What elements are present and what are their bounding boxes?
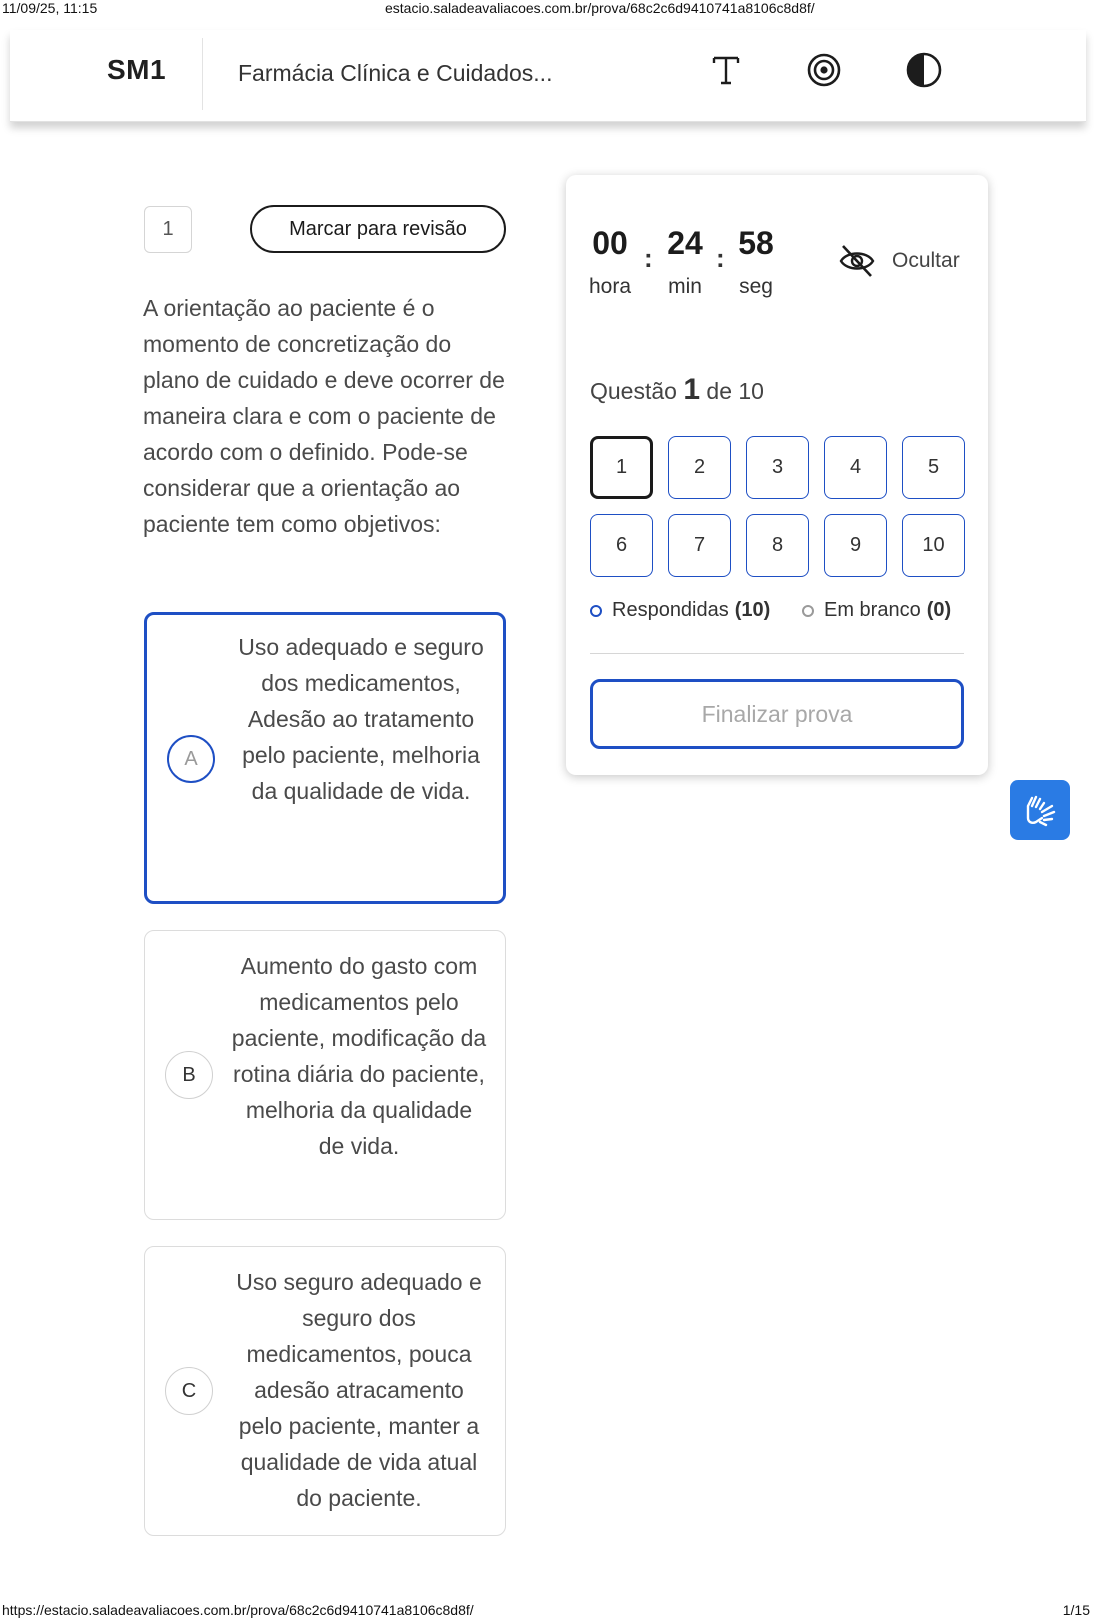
question-nav-button[interactable]: 6	[590, 514, 653, 577]
question-nav-button[interactable]: 4	[824, 436, 887, 499]
libras-accessibility-button[interactable]	[1010, 780, 1070, 840]
timer-colon: :	[716, 243, 725, 273]
timer-hours-label: hora	[588, 275, 632, 298]
option-text: Aumento do gasto com medicamentos pelo paciente, modificação da rotina diária do paciente, melhoria da qualidade de vida.	[231, 953, 487, 1159]
eye-off-icon	[838, 243, 876, 279]
exam-panel	[566, 175, 988, 775]
sign-language-hands-icon	[1022, 792, 1058, 828]
print-datetime: 11/09/25, 11:15	[2, 0, 98, 16]
timer-hours: 00	[592, 225, 628, 261]
answered-label: Respondidas	[612, 599, 729, 621]
question-nav-button[interactable]: 3	[746, 436, 809, 499]
print-footer	[0, 1602, 1094, 1623]
option-text: Uso adequado e seguro dos medicamentos, Adesão ao tratamento pelo paciente, melhoria da qualidade de vida.	[238, 634, 484, 804]
hide-timer-button[interactable]	[838, 243, 960, 279]
question-nav-button[interactable]: 9	[824, 514, 887, 577]
hide-timer-label: Ocultar	[892, 249, 960, 272]
finish-exam-button[interactable]: Finalizar prova	[590, 679, 964, 749]
question-text: A orientação ao paciente é o momento de concretização do plano de cuidado e deve ocorrer de maneira clara e com o paciente de acordo com o definido. Pode-se considerar que a orientação ao paciente tem como objetivos:	[143, 295, 505, 537]
question-number-badge: 1	[144, 206, 192, 253]
option-c[interactable]	[144, 1246, 506, 1536]
timer-minutes-label: min	[668, 275, 702, 298]
panel-divider	[590, 653, 964, 654]
option-text: Uso seguro adequado e seguro dos medicamentos, pouca adesão atracamento pelo paciente, manter a qualidade de vida atual do paciente.	[236, 1269, 482, 1511]
option-a[interactable]	[144, 612, 506, 904]
print-header-url: estacio.saladeavaliacoes.com.br/prova/68c2c6d9410741a8106c8d8f/	[385, 0, 815, 16]
blank-dot-icon	[802, 605, 814, 617]
timer-minutes: 24	[667, 225, 703, 261]
option-letter: B	[165, 1051, 213, 1099]
header-divider	[202, 38, 203, 110]
course-title: Farmácia Clínica e Cuidados...	[238, 60, 553, 86]
text-size-icon[interactable]	[706, 50, 746, 90]
timer-seconds-label: seg	[739, 275, 773, 298]
question-nav-button[interactable]: 8	[746, 514, 809, 577]
print-page-number: 1/15	[1062, 1602, 1090, 1618]
answered-count: (10)	[734, 599, 771, 621]
legend-blank	[802, 599, 951, 622]
option-letter: C	[165, 1367, 213, 1415]
answered-dot-icon	[590, 605, 602, 617]
print-footer-url: https://estacio.saladeavaliacoes.com.br/prova/68c2c6d9410741a8106c8d8f/	[2, 1602, 474, 1618]
contrast-icon[interactable]	[904, 50, 944, 90]
legend-answered	[590, 599, 770, 622]
question-nav-button[interactable]: 10	[902, 514, 965, 577]
question-counter-prefix: Questão	[590, 378, 677, 404]
blank-label: Em branco	[824, 599, 921, 621]
question-nav-button[interactable]: 1	[590, 436, 653, 499]
top-bar	[10, 30, 1086, 122]
logo: SM1	[107, 54, 167, 85]
question-counter	[590, 373, 764, 407]
print-header	[0, 0, 1094, 22]
timer-colon: :	[644, 243, 653, 273]
question-nav-button[interactable]: 7	[668, 514, 731, 577]
timer-seconds: 58	[738, 225, 774, 261]
focus-target-icon[interactable]	[804, 50, 844, 90]
mark-for-review-button[interactable]: Marcar para revisão	[250, 205, 506, 253]
option-b[interactable]	[144, 930, 506, 1220]
question-counter-total: de 10	[706, 378, 764, 404]
question-counter-current: 1	[683, 373, 701, 406]
option-letter: A	[167, 735, 215, 783]
blank-count: (0)	[926, 599, 952, 621]
question-nav-button[interactable]: 2	[668, 436, 731, 499]
question-nav-button[interactable]: 5	[902, 436, 965, 499]
